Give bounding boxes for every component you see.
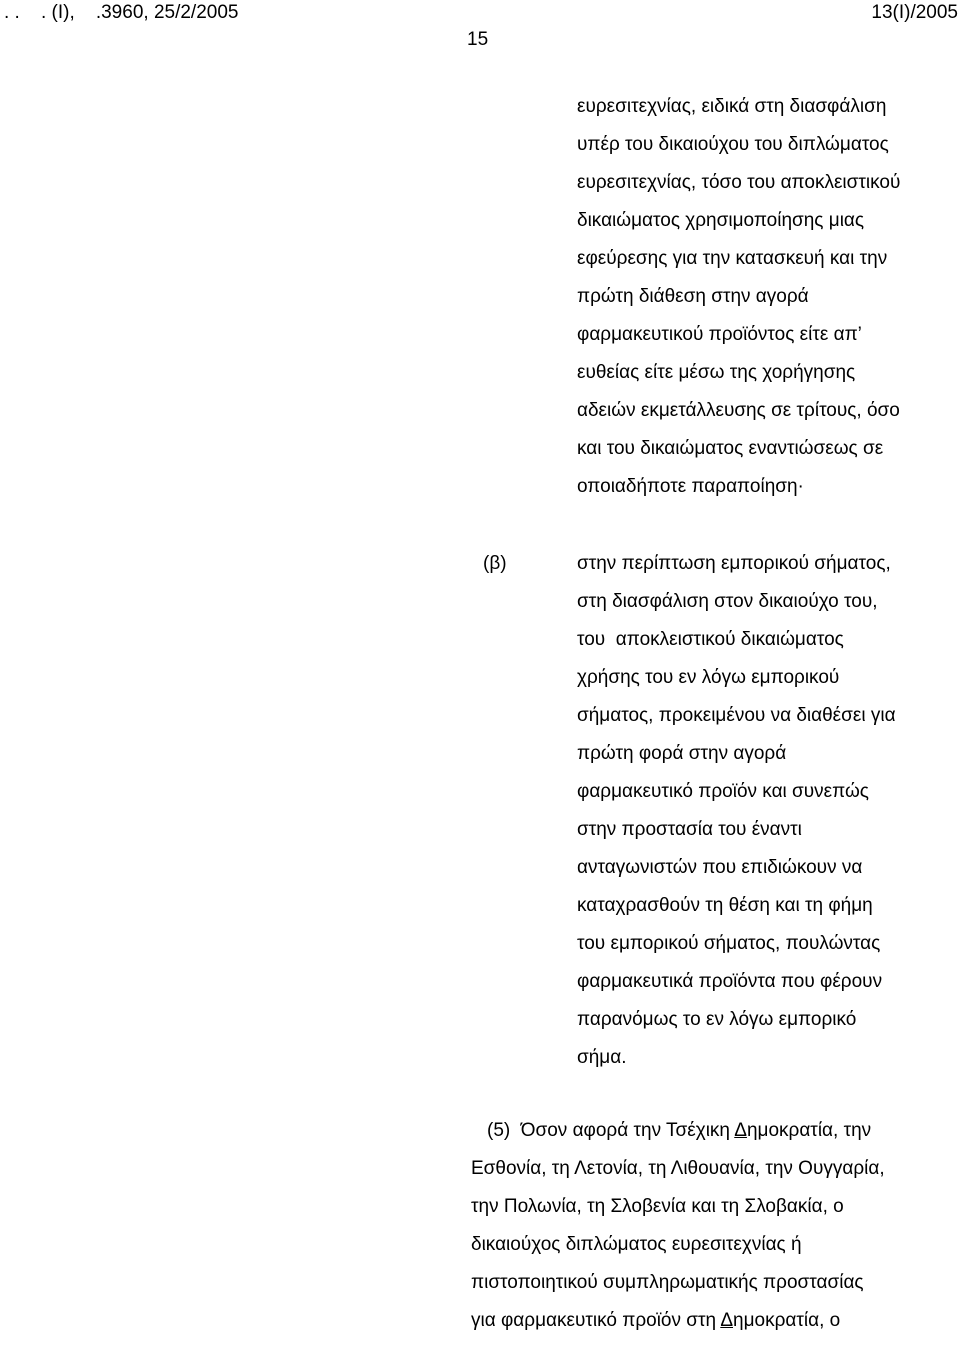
text-line: του εμπορικού σήματος, πουλώντας — [577, 933, 881, 954]
text-line: την Πολωνία, τη Σλοβενία και τη Σλοβακία, ο — [471, 1196, 844, 1217]
text-line: σήματος, προκειμένου να διαθέσει για — [577, 705, 896, 726]
text-line: καταχρασθούν τη θέση και τη φήμη — [577, 895, 873, 916]
text-line: ευρεσιτεχνίας, τόσο του αποκλειστικού — [577, 172, 901, 193]
line-suffix: ημοκρατία, την — [746, 1120, 872, 1141]
header-left-reference: . . . (Ι), .3960, 25/2/2005 — [4, 2, 239, 23]
underlined-letter: Δ — [734, 1120, 747, 1141]
header-law-number: 13(Ι)/2005 — [871, 2, 958, 23]
text-line: και του δικαιώματος εναντιώσεως σε — [577, 438, 884, 459]
text-line: φαρμακευτικά προϊόντα που φέρουν — [577, 971, 883, 992]
text-line: παρανόμως το εν λόγω εμπορικό — [577, 1009, 857, 1030]
text-line: στην προστασία του έναντι — [577, 819, 802, 840]
text-line: πρώτη φορά στην αγορά — [577, 743, 787, 764]
line-prefix: για φαρμακευτικό προϊόν στη — [471, 1310, 721, 1331]
text-line: στη διασφάλιση στον δικαιούχο του, — [577, 591, 878, 612]
text-line: φαρμακευτικού προϊόντος είτε απ’ — [577, 324, 862, 345]
text-line: Εσθονία, τη Λετονία, τη Λιθουανία, την Ουγγαρία, — [471, 1158, 885, 1179]
text-line: χρήσης του εν λόγω εμπορικού — [577, 667, 840, 688]
paragraph-5 — [471, 1120, 885, 1348]
text-line: δικαιούχος διπλώματος ευρεσιτεχνίας ή — [471, 1234, 802, 1255]
text-line: πρώτη διάθεση στην αγορά — [577, 286, 809, 307]
text-line: φαρμακευτικό προϊόν και συνεπώς — [577, 781, 869, 802]
text-line: εφεύρεσης για την κατασκευή και την — [577, 248, 888, 269]
text-line: ευθείας είτε μέσω της χορήγησης — [577, 362, 856, 383]
text-line: πιστοποιητικού συμπληρωματικής προστασίας — [471, 1272, 864, 1293]
text-line: στην περίπτωση εμπορικού σήματος, — [577, 553, 891, 574]
text-line — [471, 1310, 885, 1348]
text-line: του αποκλειστικού δικαιώματος — [577, 629, 844, 650]
paragraph-b-marker: (β) — [483, 553, 507, 574]
text-line: οποιαδήποτε παραποίηση· — [577, 476, 804, 497]
text-line: σήμα. — [577, 1047, 627, 1068]
text-line: δικαιώματος χρησιμοποίησης μιας — [577, 210, 865, 231]
text-line — [471, 1120, 885, 1158]
page-number: 15 — [467, 29, 489, 50]
text-line: ευρεσιτεχνίας, ειδικά στη διασφάλιση — [577, 96, 887, 117]
line-suffix: ημοκρατία, ο — [733, 1310, 841, 1331]
paragraph-b — [577, 553, 896, 1085]
text-line: υπέρ του δικαιούχου του διπλώματος — [577, 134, 889, 155]
underlined-letter: Δ — [720, 1310, 734, 1331]
paragraph-a-continuation — [577, 96, 900, 514]
line-prefix: (5) Όσον αφορά την Τσέχικη — [487, 1120, 735, 1141]
text-line: αδειών εκμετάλλευσης σε τρίτους, όσο — [577, 400, 900, 421]
text-line: ανταγωνιστών που επιδιώκουν να — [577, 857, 863, 878]
